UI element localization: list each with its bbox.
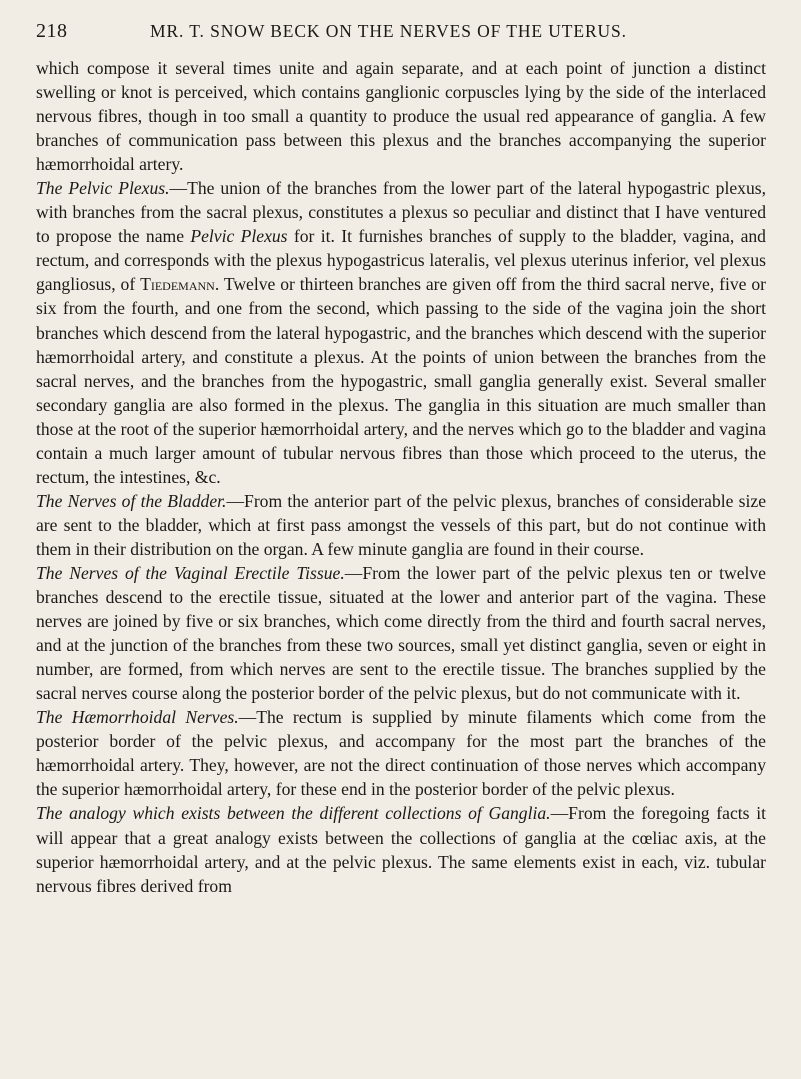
page-header	[36, 20, 765, 46]
body-text	[36, 56, 766, 898]
paragraph-bladder	[36, 489, 766, 561]
paragraph-text: —The union of the branches from the lower part of the lateral hypogastric plexus, with branches from the sacral plexus, constitutes a plexus so peculiar and distinct that I have ventured to propose the name	[36, 178, 766, 247]
paragraph-continuation	[36, 56, 766, 176]
paragraph-haemorrhoidal	[36, 705, 766, 801]
paragraph-text: for it. It furnishes branches of supply to the bladder, vagina, and rectum, and corresponds with the plexus hypogastricus lateralis, vel plexus uterinus inferior, vel plexus gangliosus, of	[36, 226, 766, 295]
paragraph-analogy	[36, 801, 766, 897]
paragraph-pelvic-plexus	[36, 176, 766, 489]
section-heading: The Nerves of the Vaginal Erectile Tissue.	[36, 562, 345, 583]
paragraph-vaginal-erectile-tissue	[36, 561, 766, 705]
paragraph-text: . Twelve or thirteen branches are given off from the third sacral nerve, five or six from the fourth, and one from the second, which passing to the side of the vagina join the short branches which descend from the lateral hypogastric, and the branches which descend with the superior hæmorrhoidal artery, and constitute a plexus. At the points of union between the branches from the sacral nerves, and the branches from the hypogastric, small ganglia generally exist. Several smaller secondary ganglia are also formed in the plexus. The ganglia in this situation are much smaller than those at the root of the superior hæmorrhoidal artery, and the nerves which go to the bladder and vagina contain a much larger amount of tubular nervous fibres than those which proceed to the uterus, the rectum, the intestines, &c.	[36, 274, 767, 487]
paragraph-text: —From the anterior part of the pelvic plexus, branches of considerable size are sent to the bladder, which at first pass amongst the vessels of this part, but do not continue with them in their distribution on the organ. A few minute ganglia are found in their course.	[36, 490, 767, 559]
section-heading: The Pelvic Plexus.	[36, 178, 170, 199]
paragraph-text: —From the foregoing facts it will appear that a great analogy exists between the collections of ganglia at the cœliac axis, at the superior hæmorrhoidal artery, and at the pelvic plexus. The same elements exist in each, viz. tubular nervous fibres derived from	[36, 803, 766, 896]
author-name: Tiedemann	[140, 274, 215, 295]
paragraph-text: —The rectum is supplied by minute filaments which come from the posterior border of the pelvic plexus, and accompany for the most part the branches of the hæmorrhoidal artery. They, however, are not the direct continuation of those nerves which accompany the superior hæmorrhoidal artery, for these end in the posterior border of the pelvic plexus.	[36, 707, 766, 800]
section-heading: The Nerves of the Bladder.	[36, 490, 227, 511]
section-heading: The analogy which exists between the different collections of Ganglia.	[36, 803, 551, 824]
section-heading: The Hæmorrhoidal Nerves.	[36, 707, 239, 728]
running-head: MR. T. SNOW BECK ON THE NERVES OF THE UTERUS.	[150, 21, 627, 41]
emphasis-term: Pelvic Plexus	[190, 226, 288, 247]
paragraph-text: —From the lower part of the pelvic plexus ten or twelve branches descend to the erectile tissue, situated at the lower and anterior part of the vagina. These nerves are joined by five or six branches, which come directly from the third and fourth sacral nerves, and at the junction of the branches from these two sources, small yet distinct ganglia, seven or eight in number, are formed, from which nerves are sent to the erectile tissue. The branches supplied by the sacral nerves course along the posterior border of the pelvic plexus, but do not communicate with it.	[36, 562, 766, 704]
page-number: 218	[36, 20, 68, 42]
paragraph-text: which compose it several times unite and again separate, and at each point of junction a distinct swelling or knot is perceived, which contains ganglionic corpuscles lying by the side of the interlaced nervous fibres, though in too small a quantity to produce the usual red appearance of ganglia. A few branches of communication pass between this plexus and the branches accompanying the superior hæmorrhoidal artery.	[36, 58, 766, 175]
